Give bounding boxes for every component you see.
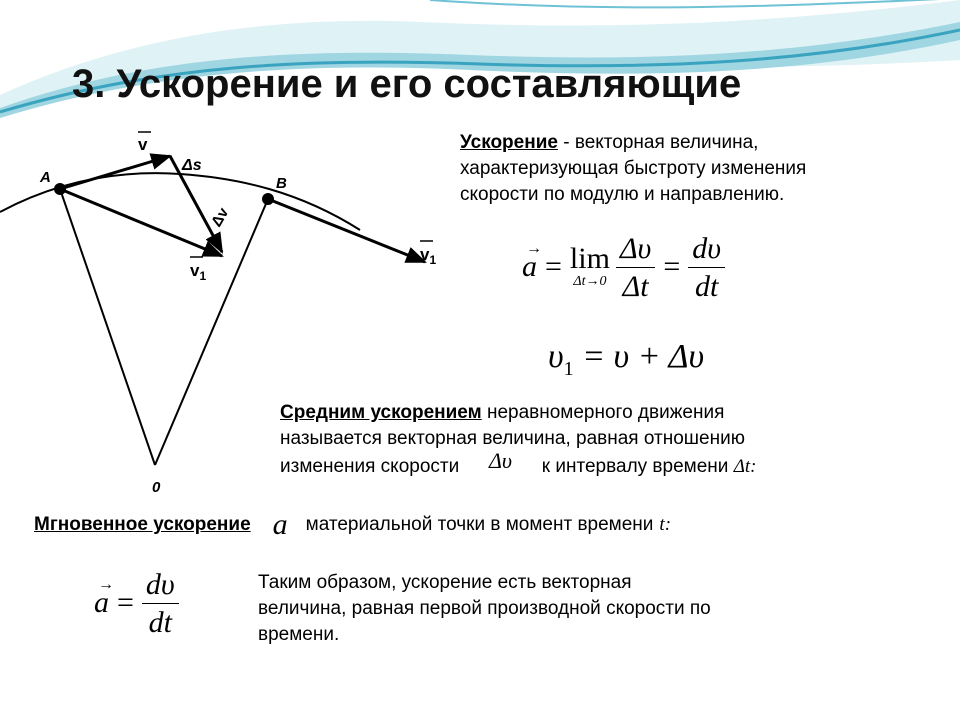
radius-OB (155, 199, 268, 465)
acceleration-definition (460, 130, 920, 208)
term-average-acceleration: Средним ускорением (280, 402, 482, 423)
label-O: 0 (152, 479, 161, 496)
average-line-1: неравномерного движения (481, 402, 725, 423)
fraction-delta (616, 232, 655, 303)
definition-line-1: - векторная величина, (557, 132, 759, 153)
fraction-instant-den: dt (148, 605, 172, 639)
average-delta-v: Δυ (489, 448, 513, 473)
slide-title: 3. Ускорение и его составляющие (72, 62, 742, 106)
average-line-3a: изменения скорости (280, 456, 460, 477)
trajectory-arc (0, 173, 360, 230)
conclusion-line-2: величина, равная первой производной скорости по (258, 598, 711, 619)
point-A (54, 183, 66, 195)
lim-subscript: Δt→0 (573, 273, 607, 289)
instant-text: материальной точки в момент времени (305, 514, 654, 535)
average-dt: Δt: (733, 456, 757, 477)
conclusion-line-3: времени. (258, 624, 340, 645)
vector-v1-at-A (60, 189, 222, 256)
term-instant-acceleration: Мгновенное ускорение (34, 514, 251, 535)
equals-sign-2: = (663, 250, 681, 283)
fraction-delta-den: Δt (622, 269, 649, 303)
fraction-derivative-den: dt (694, 269, 719, 303)
label-v1-near-A: $v_1$ (190, 261, 207, 283)
lim-word: lim (569, 241, 610, 275)
formula-acceleration-limit (522, 222, 725, 312)
label-dv: Δv (207, 204, 233, 230)
fraction-derivative (688, 232, 725, 303)
formula-v1-symbol: υ (548, 338, 564, 375)
point-B (262, 193, 274, 205)
label-v: v (138, 135, 148, 154)
fraction-delta-num: Δυ (616, 232, 655, 268)
definition-line-2: характеризующая быстроту изменения (460, 158, 807, 179)
radius-OA (60, 189, 155, 465)
equals-sign-3: = (117, 586, 134, 619)
formula-lhs-a: a (522, 250, 537, 283)
label-B: B (276, 175, 287, 192)
vector-arrow-icon-2: → (98, 576, 114, 593)
average-line-3b: к интервалу времени (541, 456, 729, 477)
label-v1-near-B: $v_1$ (420, 245, 437, 267)
formula-v1-rhs: = υ + Δυ (582, 338, 705, 375)
average-line-2: называется векторная величина, равная отношению (280, 428, 745, 449)
wave-line-thin (430, 0, 960, 7)
equals-sign-1: = (545, 250, 562, 283)
instant-t: t: (659, 514, 672, 535)
conclusion-line-1: Таким образом, ускорение есть векторная (258, 572, 632, 593)
formula-instant-lhs: a (94, 586, 109, 619)
formula-instant-acceleration (94, 558, 179, 648)
definition-line-3: скорости по модулю и направлению. (460, 184, 785, 205)
fraction-instant-num: dυ (142, 568, 179, 604)
instant-symbol-a: a (272, 508, 288, 541)
term-acceleration: Ускорение (460, 132, 558, 153)
conclusion-paragraph (258, 570, 858, 648)
fraction-instant (142, 568, 179, 639)
formula-v1 (548, 338, 704, 381)
fraction-derivative-num: dυ (688, 232, 725, 268)
instant-acceleration-line (34, 508, 672, 541)
vector-v1-at-B (268, 199, 425, 262)
label-ds: Δs (182, 157, 202, 174)
formula-v1-subscript: 1 (563, 357, 574, 380)
label-A: A (40, 169, 51, 186)
average-acceleration-paragraph (280, 400, 920, 480)
vector-arrow-icon: → (526, 240, 542, 257)
